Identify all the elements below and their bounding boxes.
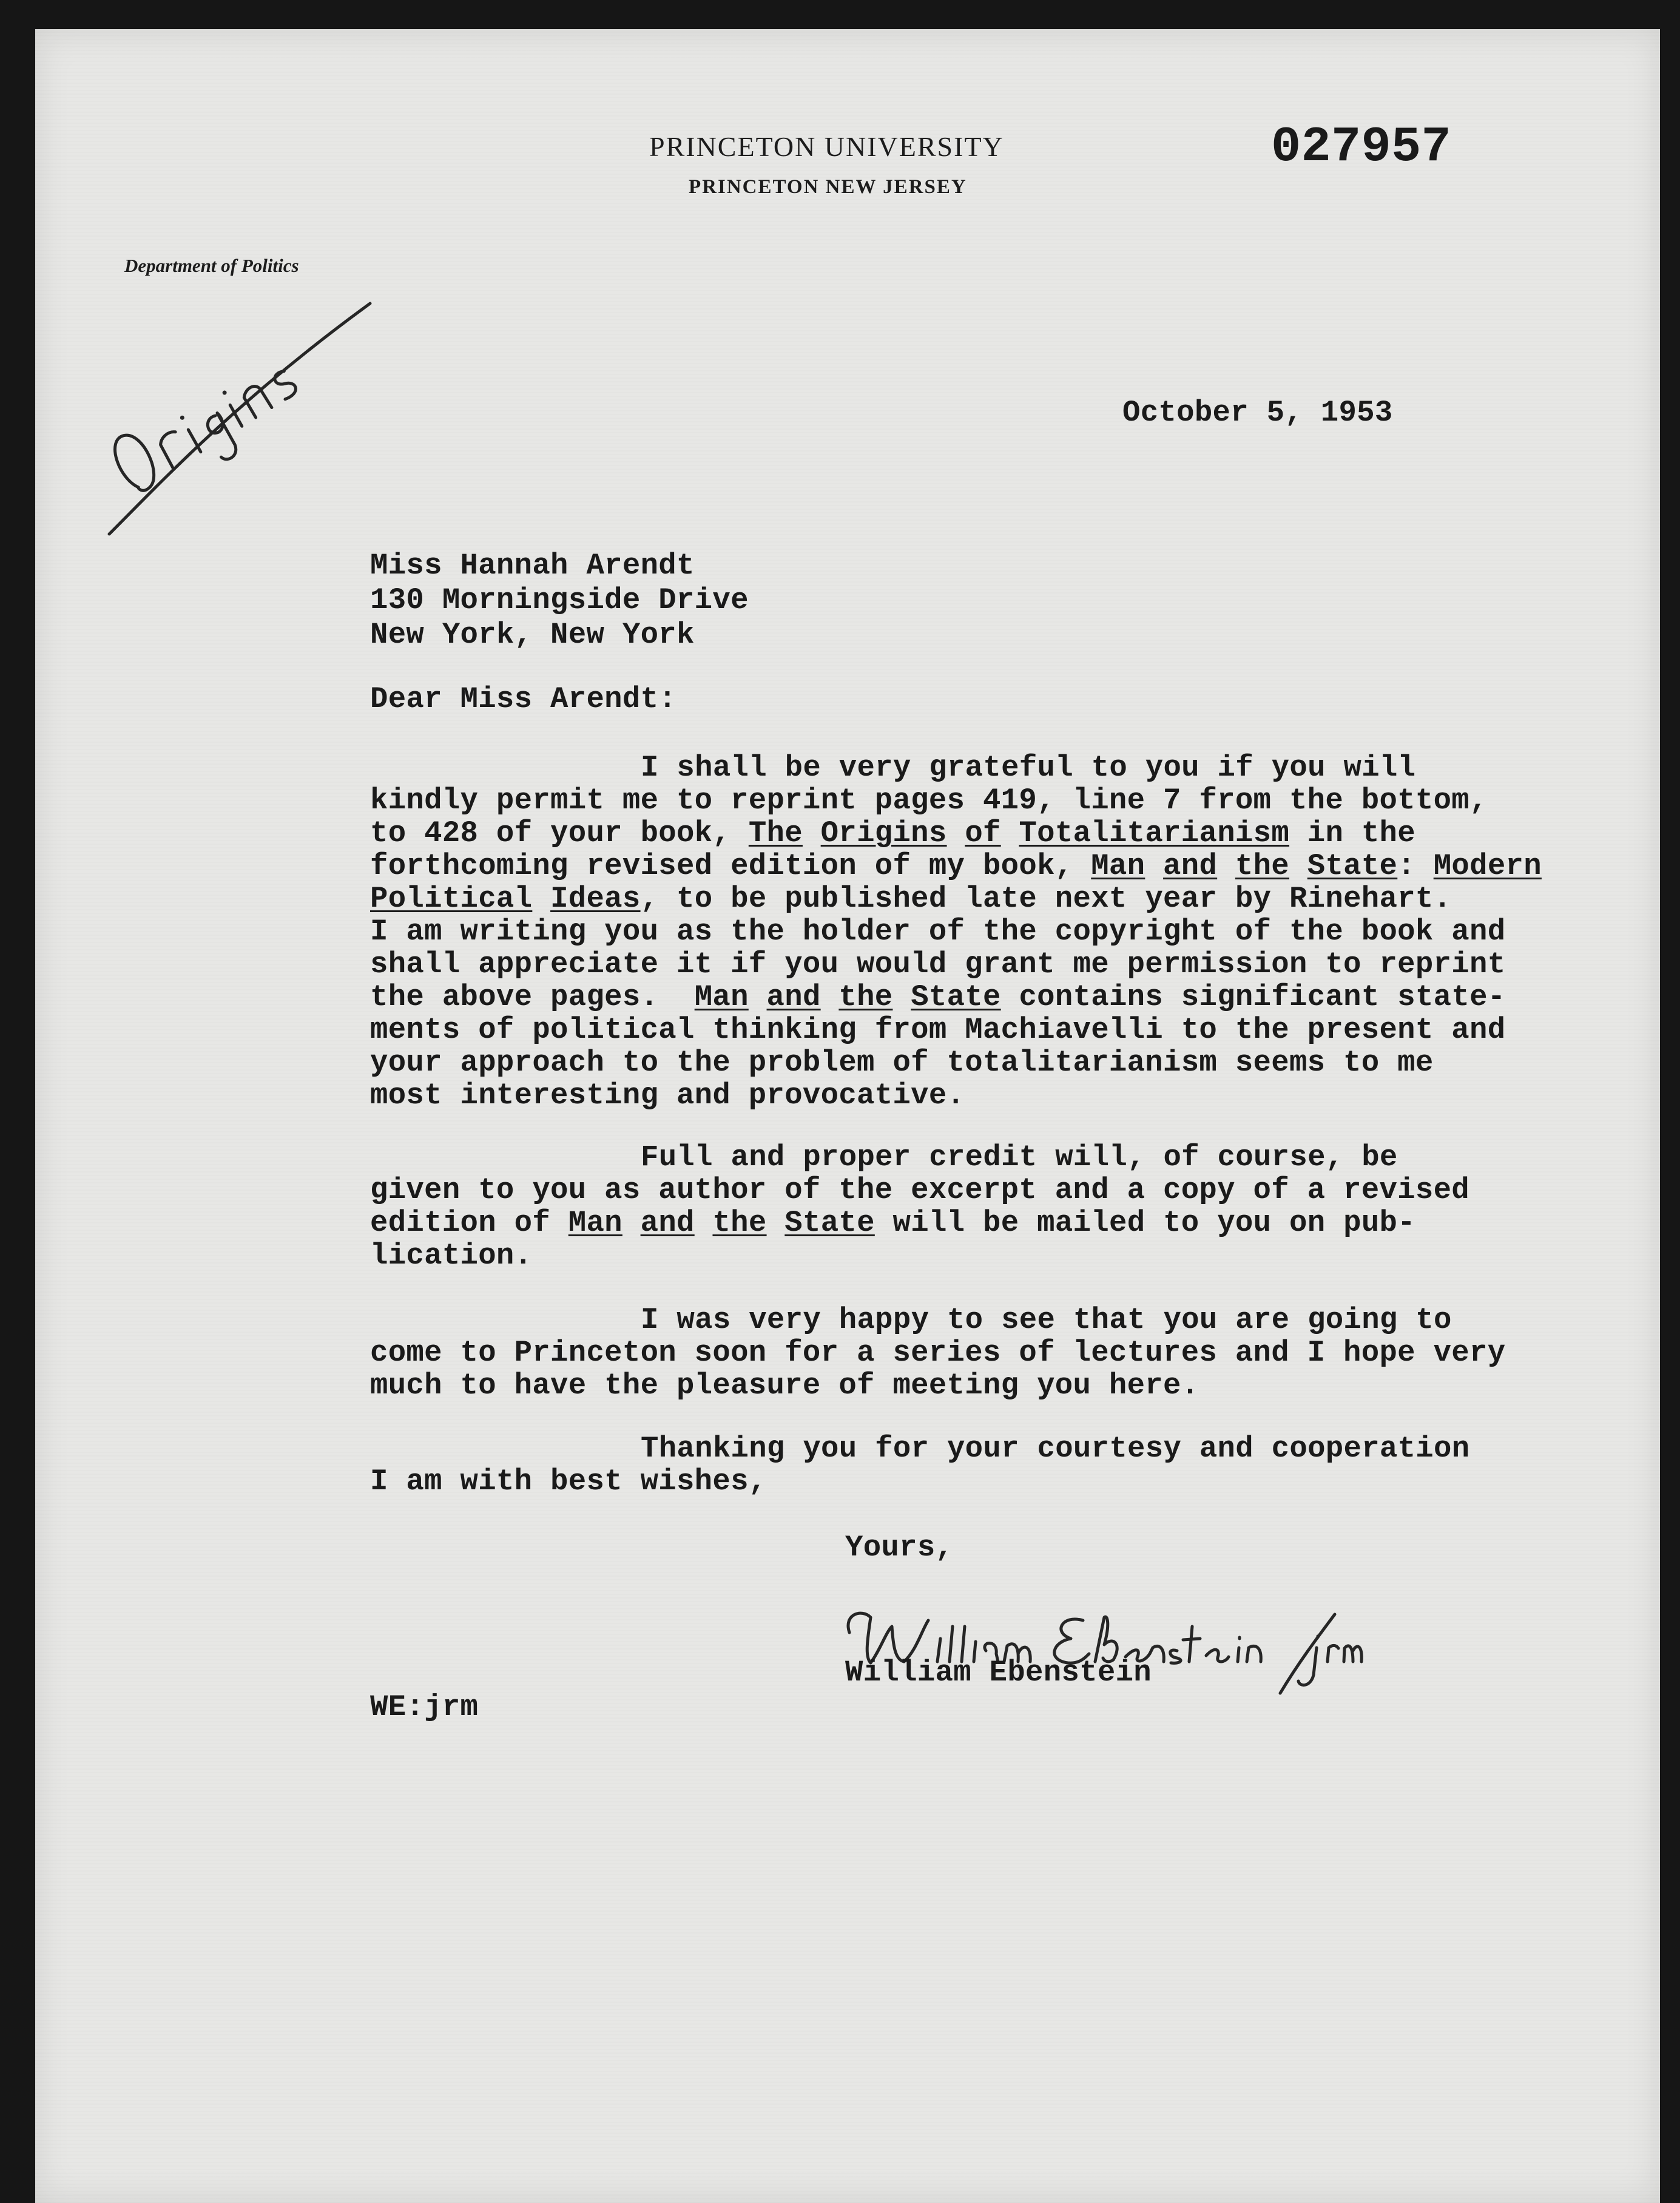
- paragraph-line: Political Ideas, to be published late next year by Rinehart.: [370, 882, 1452, 916]
- paragraph-line: much to have the pleasure of meeting you here.: [370, 1369, 1199, 1403]
- paragraph-line: Full and proper credit will, of course, be: [641, 1140, 1398, 1174]
- closing: Yours,: [845, 1531, 954, 1565]
- paragraph-line: to 428 of your book, The Origins of Totalitarianism in the: [370, 816, 1415, 850]
- book-title-part: of: [965, 816, 1001, 850]
- book-title-part: The: [748, 816, 803, 850]
- paragraph-line: I shall be very grateful to you if you will: [641, 751, 1416, 785]
- paragraph-line: I am with best wishes,: [370, 1464, 767, 1498]
- book-title-part: the: [1235, 849, 1290, 883]
- recipient-name: Miss Hannah Arendt: [370, 549, 695, 583]
- letter-date: October 5, 1953: [1122, 396, 1393, 430]
- recipient-city: New York, New York: [370, 618, 695, 652]
- paragraph-line: most interesting and provocative.: [370, 1078, 965, 1112]
- book-title-part: and: [1163, 849, 1218, 883]
- paragraph-line: come to Princeton soon for a series of lectures and I hope very: [370, 1336, 1506, 1370]
- book-title-part: Man: [694, 980, 749, 1014]
- book-title-part: State: [1307, 849, 1398, 883]
- typist-initials: WE:jrm: [370, 1690, 479, 1724]
- paragraph-line: given to you as author of the excerpt and a copy of a revised: [370, 1173, 1469, 1207]
- handwritten-origins-annotation: [85, 291, 388, 546]
- salutation: Dear Miss Arendt:: [370, 682, 676, 716]
- book-title-part: and: [640, 1206, 695, 1240]
- book-title-part: Modern: [1433, 849, 1542, 883]
- book-title-part: Man: [568, 1206, 622, 1240]
- paragraph-line: I am writing you as the holder of the copyright of the book and: [370, 915, 1506, 949]
- paragraph-line: edition of Man and the State will be mailed to you on pub-: [370, 1206, 1415, 1240]
- book-title-part: State: [911, 980, 1001, 1014]
- book-title-part: Origins: [820, 816, 947, 850]
- paragraph-line: ments of political thinking from Machiavelli to the present and: [370, 1013, 1506, 1047]
- paragraph-line: shall appreciate it if you would grant me permission to reprint: [370, 947, 1506, 981]
- book-title-part: and: [766, 980, 821, 1014]
- book-title-part: Totalitarianism: [1019, 816, 1290, 850]
- handwritten-signature: [837, 1590, 1371, 1711]
- paragraph-line: forthcoming revised edition of my book, Man and the State: Modern: [370, 849, 1542, 883]
- letterhead-location: PRINCETON NEW JERSEY: [689, 176, 967, 198]
- book-title-part: State: [784, 1206, 875, 1240]
- paragraph-line: I was very happy to see that you are going to: [641, 1303, 1452, 1337]
- book-title-part: the: [838, 980, 893, 1014]
- book-title-part: Ideas: [550, 882, 641, 916]
- letterhead-institution: PRINCETON UNIVERSITY: [649, 131, 1004, 162]
- paragraph-line: your approach to the problem of totalitarianism seems to me: [370, 1046, 1434, 1080]
- paragraph-line: Thanking you for your courtesy and cooperation: [641, 1432, 1470, 1466]
- paragraph-line: the above pages. Man and the State contains significant state-: [370, 980, 1506, 1014]
- recipient-street: 130 Morningside Drive: [370, 583, 749, 617]
- book-title-part: Man: [1091, 849, 1145, 883]
- department-label: Department of Politics: [124, 255, 299, 276]
- document-number: 027957: [1271, 119, 1452, 175]
- book-title-part: Political: [370, 882, 533, 916]
- paragraph-line: lication.: [370, 1239, 533, 1273]
- signer-name: William Ebenstein: [845, 1656, 1152, 1690]
- book-title-part: the: [712, 1206, 767, 1240]
- paragraph-line: kindly permit me to reprint pages 419, line 7 from the bottom,: [370, 783, 1488, 817]
